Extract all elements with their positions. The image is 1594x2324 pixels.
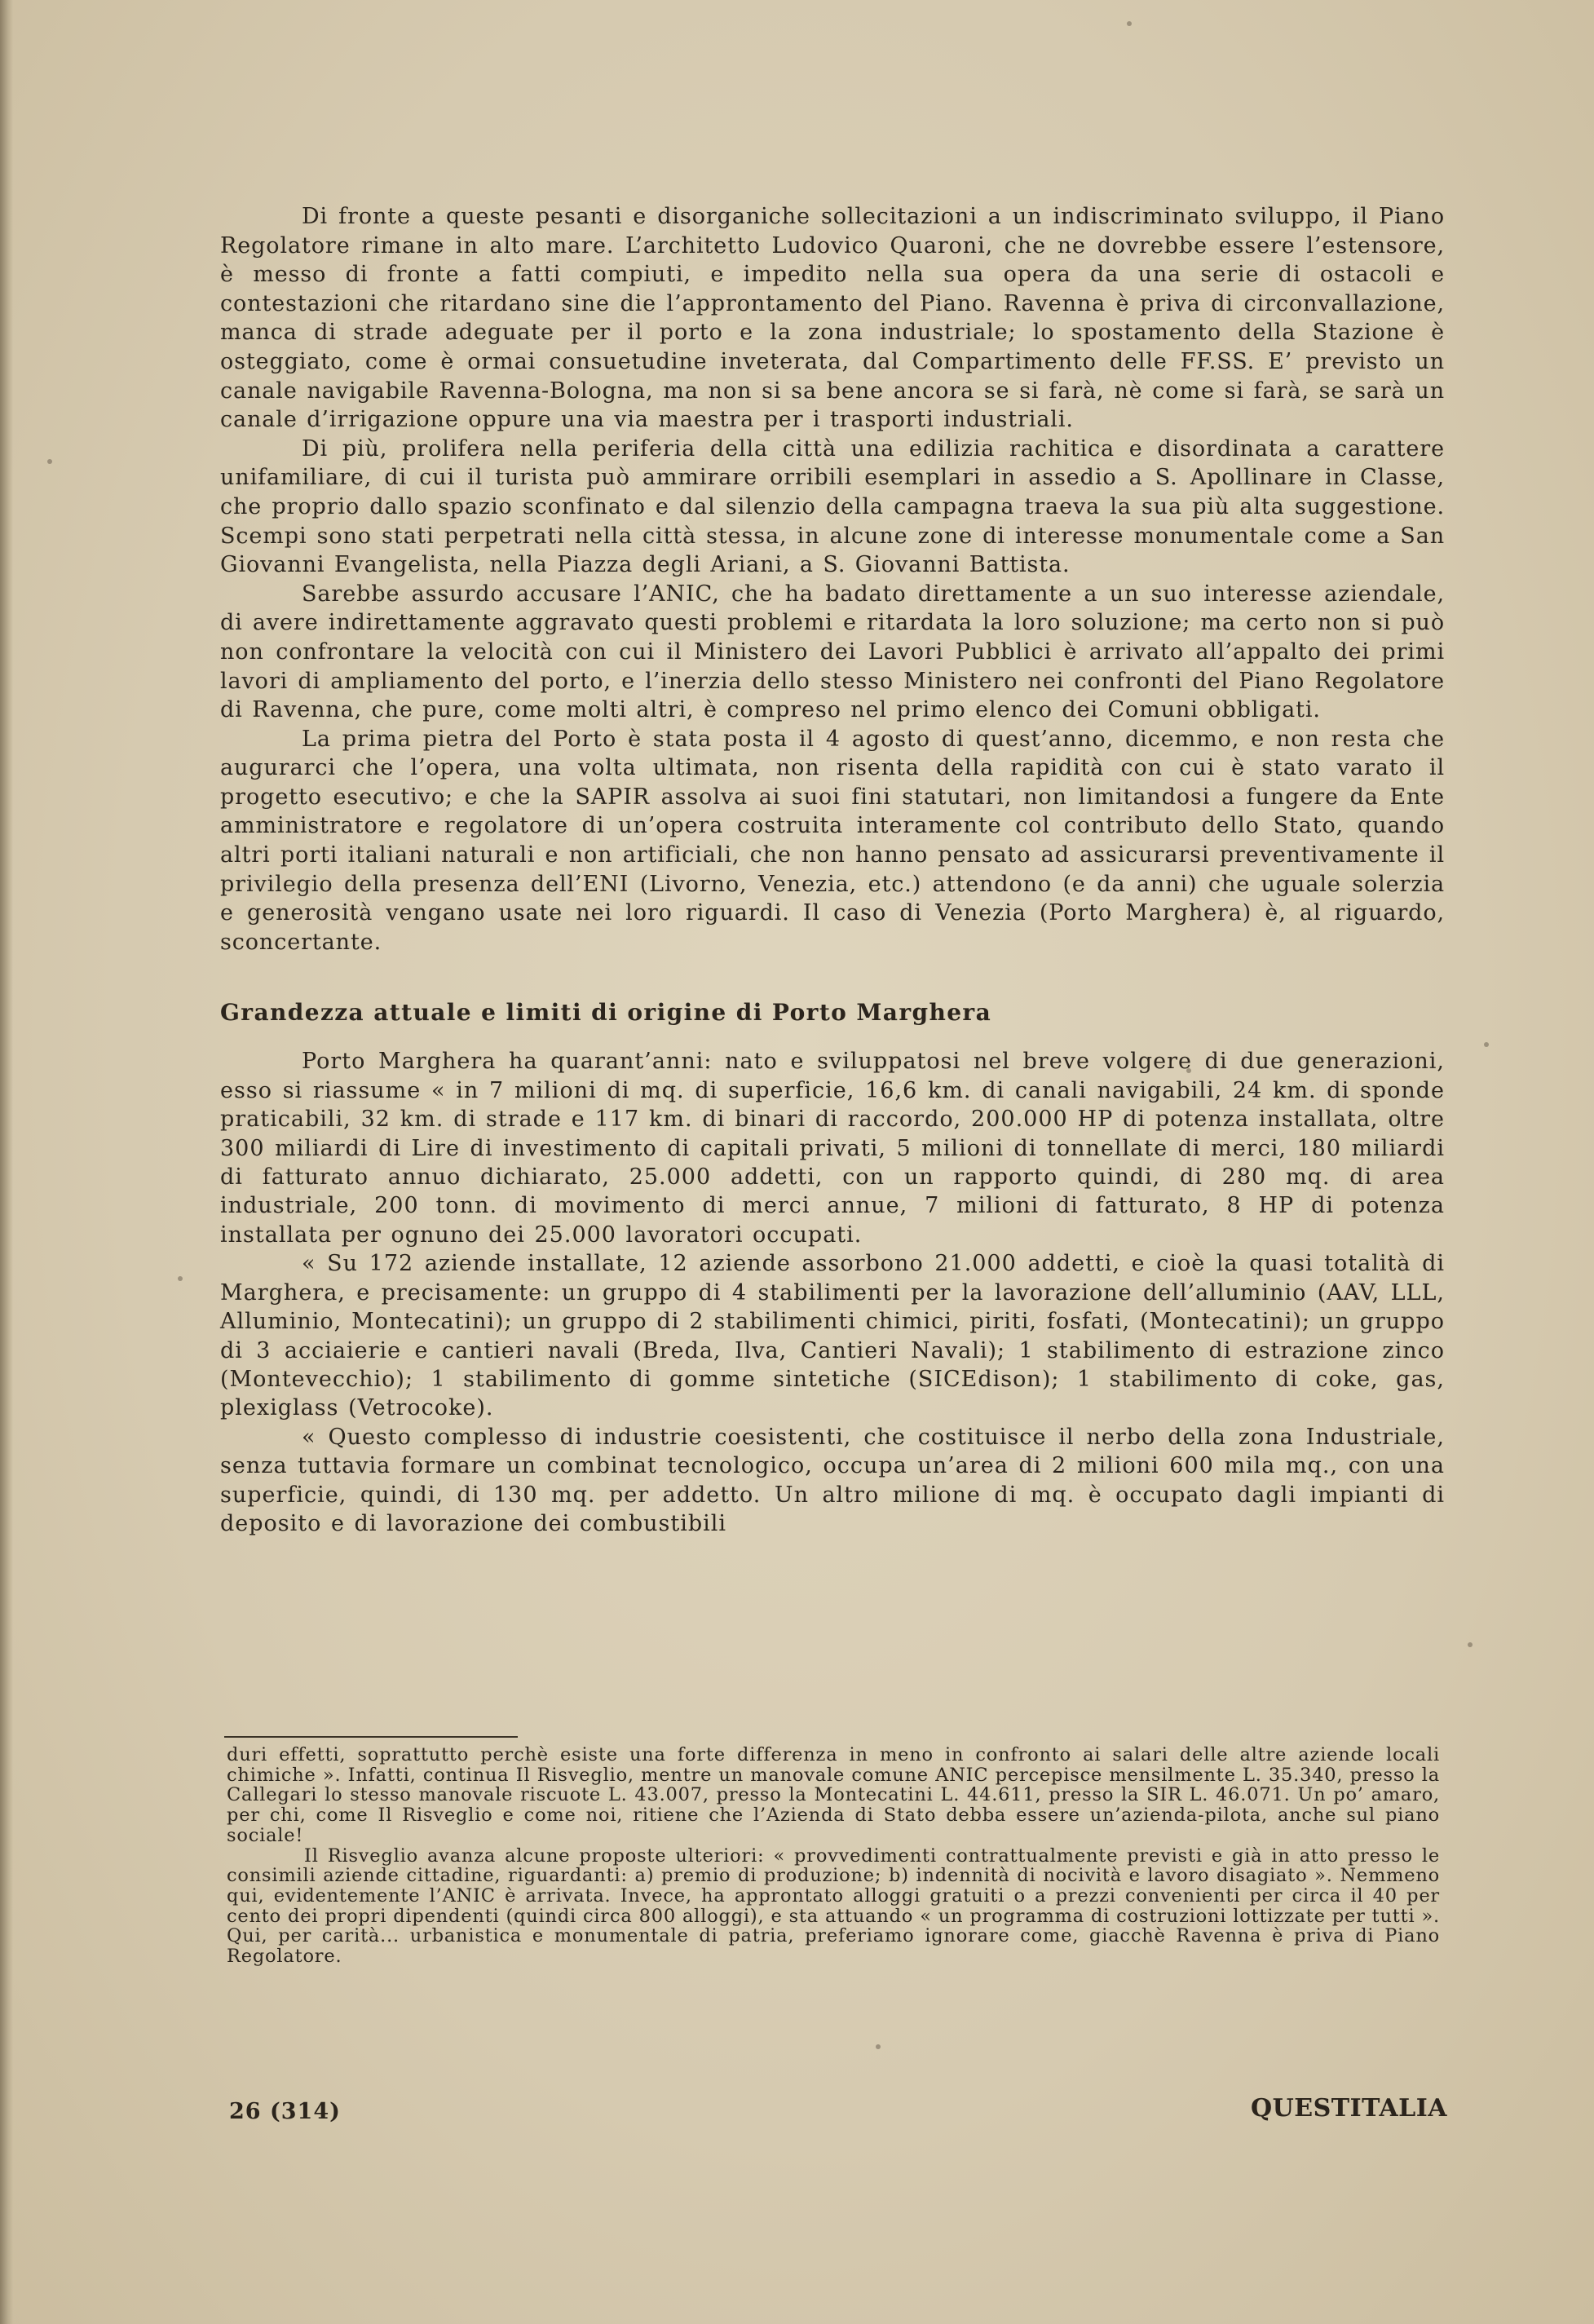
- paragraph: Di più, prolifera nella periferia della città una edilizia rachitica e disordinata a carattere unifamiliare, di cui il turista può ammirare orribili esemplari in assedio a S. Apollinare in Classe, che proprio dallo spazio sconfinato e dal silenzio della campagna traeva la sua più alta suggestione. Scempi sono stati perpetrati nella città stessa, in alcune zone di interesse monumentale come a San Giovanni Evangelista, nella Piazza degli Ariani, a S. Giovanni Battista.: [220, 435, 1445, 578]
- scan-speck: [1468, 1642, 1473, 1647]
- page-number: 26 (314): [229, 2099, 341, 2124]
- footnote: duri effetti, soprattutto perchè esiste una forte differenza in meno in confronto ai salari delle altre aziende locali chimiche ». Infatti, continua Il Risveglio, mentre un manovale comune ANIC percepisce mensilmente L. 35.340, presso la Callegari lo stesso manovale riscuote L. 43.007, presso la Montecatini L. 44.611, presso la SIR L. 46.071. Un po’ amaro, per chi, come Il Risveglio e come noi, ritiene che l’Azienda di Stato debba essere un’azienda-pilota, anche sul piano sociale!: [227, 1744, 1440, 1846]
- paragraph: « Questo complesso di industrie coesistenti, che costituisce il nerbo della zona Industriale, senza tuttavia formare un combinat tecnologico, occupa un’area di 2 milioni 600 mila mq., con una superficie, quindi, di 130 mq. per addetto. Un altro milione di mq. è occupato dagli impianti di deposito e di lavorazione dei combustibili: [220, 1424, 1445, 1536]
- page-edge-shadow: [0, 0, 13, 2324]
- scan-speck: [178, 1276, 183, 1281]
- scan-speck: [47, 459, 52, 464]
- body-text: [220, 202, 1445, 1538]
- paragraph: « Su 172 aziende installate, 12 aziende assorbono 21.000 addetti, e cioè la quasi totalità di Marghera, e precisamente: un gruppo di 4 stabilimenti per la lavorazione dell’alluminio (AAV, LLL, Alluminio, Montecatini); un gruppo di 2 stabilimenti chimici, piriti, fosfati, (Montecatini); un gruppo di 3 acciaierie e cantieri navali (Breda, Ilva, Cantieri Navali); 1 stabilimento di estrazione zinco (Montevecchio); 1 stabilimento di gomme sintetiche (SICEdison); 1 stabilimento di coke, gas, plexiglass (Vetrocoke).: [220, 1251, 1445, 1421]
- paragraph: La prima pietra del Porto è stata posta il 4 agosto di quest’anno, dicemmo, e non resta che augurarci che l’opera, una volta ultimata, non risenta della rapidità con cui è stato varato il progetto esecutivo; e che la SAPIR assolva ai suoi fini statutari, non limitandosi a fungere da Ente amministratore e regolatore di un’opera costruita interamente col contributo dello Stato, quando altri porti italiani naturali e non artificiali, che non hanno pensato ad assicurarsi preventivamente il privilegio della presenza dell’ENI (Livorno, Venezia, etc.) attendono (e da anni) che uguale solerzia e generosità vengano usate nei loro riguardi. Il caso di Venezia (Porto Marghera) è, al riguardo, sconcertante.: [220, 726, 1445, 955]
- footnotes: [227, 1745, 1440, 1967]
- publication-name: QUESTITALIA: [1250, 2094, 1447, 2123]
- scan-speck: [1127, 21, 1132, 26]
- footnote: Il Risveglio avanza alcune proposte ulteriori: « provvedimenti contrattualmente previsti e già in atto presso le consimili aziende cittadine, riguardanti: a) premio di produzione; b) indennità di nocività e lavoro disagiato ». Nemmeno qui, evidentemente l’ANIC è arrivata. Invece, ha approntato alloggi gratuiti o a prezzi convenienti per circa il 40 per cento dei propri dipendenti (quindi circa 800 alloggi), e sta attuando « un programma di costruzioni lottizzate per tutti ». Qui, per carità... urbanistica e monumentale di patria, preferiamo ignorare come, giacchè Ravenna è priva di Piano Regolatore.: [227, 1845, 1440, 1968]
- footnote-divider: [224, 1736, 518, 1738]
- scan-speck: [876, 2044, 881, 2049]
- paragraph: Sarebbe assurdo accusare l’ANIC, che ha badato direttamente a un suo interesse aziendale, di avere indirettamente aggravato questi problemi e ritardata la loro soluzione; ma certo non si può non confrontare la velocità con cui il Ministero dei Lavori Pubblici è arrivato all’appalto dei primi lavori di ampliamento del porto, e l’inerzia dello stesso Ministero nei confronti del Piano Regolatore di Ravenna, che pure, come molti altri, è compreso nel primo elenco dei Comuni obbligati.: [220, 581, 1445, 723]
- scan-speck: [1484, 1042, 1489, 1047]
- section-heading: Grandezza attuale e limiti di origine di Porto Marghera: [220, 999, 992, 1027]
- paragraph: Di fronte a queste pesanti e disorganiche sollecitazioni a un indiscriminato sviluppo, il Piano Regolatore rimane in alto mare. L’architetto Ludovico Quaroni, che ne dovrebbe essere l’estensore, è messo di fronte a fatti compiuti, e impedito nella sua opera da una serie di ostacoli e contestazioni che ritardano sine die l’approntamento del Piano. Ravenna è priva di circonvallazione, manca di strade adeguate per il porto e la zona industriale; lo spostamento della Stazione è osteggiato, come è ormai consuetudine inveterata, dal Compartimento delle FF.SS. E’ previsto un canale navigabile Ravenna-Bologna, ma non si sa bene ancora se si farà, nè come si farà, se sarà un canale d’irrigazione oppure una via maestra per i trasporti industriali.: [220, 204, 1445, 433]
- paragraph: Porto Marghera ha quarant’anni: nato e sviluppatosi nel breve volgere di due generazioni, esso si riassume « in 7 milioni di mq. di superficie, 16,6 km. di canali navigabili, 24 km. di sponde praticabili, 32 km. di strade e 117 km. di binari di raccordo, 200.000 HP di potenza installata, oltre 300 miliardi di Lire di investimento di capitali privati, 5 milioni di tonnellate di merci, 180 miliardi di fatturato annuo dichiarato, 25.000 addetti, con un rapporto quindi, di 280 mq. di area industriale, 200 tonn. di movimento di merci annue, 7 milioni di fatturato, 8 HP di potenza installata per ognuno dei 25.000 lavoratori occupati.: [220, 1049, 1445, 1248]
